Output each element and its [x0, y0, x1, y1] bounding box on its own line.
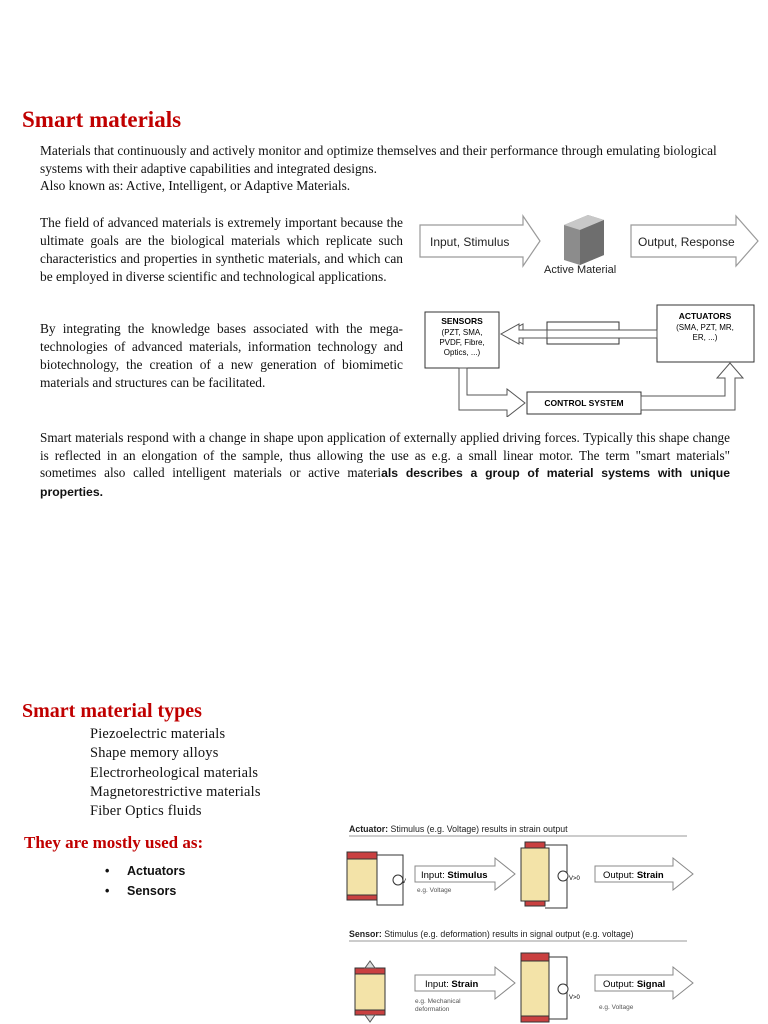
- list-item: • Actuators: [105, 861, 185, 881]
- sensor-caption: Sensor: Stimulus (e.g. deformation) results in signal output (e.g. voltage): [349, 929, 634, 939]
- input-stimulus-label: Input, Stimulus: [430, 235, 510, 249]
- voltage-source-icon: [558, 871, 568, 881]
- paragraph-smart-response-bold: als describes a group of material systems with unique properties.: [40, 466, 730, 499]
- output-response-label: Output, Response: [638, 235, 735, 249]
- sensor-input-note1: e.g. Mechanical: [415, 998, 461, 1005]
- material-types-list: [90, 725, 261, 821]
- actuator-output-label: Output: Strain: [603, 870, 664, 881]
- actuator-input-label: Input: Stimulus: [421, 870, 488, 881]
- sensor-diagram: [345, 925, 695, 1024]
- control-system-label: CONTROL SYSTEM: [544, 398, 624, 408]
- sensor-output-note: e.g. Voltage: [599, 1004, 634, 1011]
- v-label-right: V>0: [569, 876, 580, 882]
- uses-list: [105, 861, 185, 901]
- actuators-title: ACTUATORS: [678, 311, 732, 321]
- sensor-output-label: Output: Signal: [603, 979, 666, 990]
- electrode-bottom: [347, 895, 377, 900]
- paragraph-megatechnologies: By integrating the knowledge bases associated with the mega-technologies of advanced materials, information technology and biotechnology, the creation of a new generation of biomimetic materials and structures can be facilitated.: [40, 321, 403, 390]
- sensors-line1: (PZT, SMA,: [441, 328, 483, 337]
- list-item: Shape memory alloys: [90, 745, 219, 762]
- intro-text: [40, 142, 730, 195]
- actuator-diagram: [345, 820, 695, 915]
- list-item: • Sensors: [105, 881, 185, 901]
- actuators-line2: ER, ...): [692, 333, 718, 342]
- sensor-input-note2: deformation: [415, 1006, 450, 1013]
- actuator-element-strained: [521, 848, 549, 901]
- smart-system-diagram: [423, 302, 758, 417]
- v-label-left: V: [402, 879, 407, 885]
- actuators-line1: (SMA, PZT, MR,: [676, 323, 734, 332]
- voltage-meter-icon: [558, 984, 568, 994]
- actuator-input-note: e.g. Voltage: [417, 887, 452, 894]
- sensors-line3: Optics, ...): [443, 348, 481, 357]
- list-item: Fiber Optics fluids: [90, 803, 202, 820]
- force-arrow-icon: [365, 1015, 375, 1022]
- actuator-caption: Actuator: Stimulus (e.g. Voltage) results in strain output: [349, 824, 568, 834]
- page-title: Smart materials: [22, 107, 182, 132]
- force-arrow-icon: [365, 961, 375, 968]
- electrode-top: [347, 852, 377, 859]
- intro-aka: Also known as: Active, Intelligent, or Adaptive Materials.: [40, 178, 351, 193]
- list-item: Electrorheological materials: [90, 764, 259, 781]
- sensor-element-rest: [355, 973, 385, 1011]
- sensors-line2: PVDF, Fibre,: [439, 338, 485, 347]
- sensor-element-strained: [521, 961, 549, 1016]
- active-material-diagram: [418, 210, 763, 285]
- section-title-types: Smart material types: [22, 700, 202, 722]
- uses-heading: They are mostly used as:: [24, 833, 204, 852]
- list-item: Piezoelectric materials: [90, 726, 226, 742]
- sensor-input-label: Input: Strain: [425, 979, 479, 990]
- paragraph-smart-response-normal: Smart materials respond with a change in shape upon application of externally applied driving forces. Typically this shape change is reflected in an elongation of the sample, thus allowing the use as e.g. a small linear motor. The term "smart materials" sometimes also called intelligent materials or active materi: [40, 430, 730, 480]
- list-item: Magnetorestrictive materials: [90, 783, 261, 800]
- v-label-sensor: V>0: [569, 995, 580, 1001]
- active-material-label: Active Material: [544, 264, 617, 276]
- actuator-element-rest: [347, 858, 377, 896]
- sensors-title: SENSORS: [441, 316, 483, 326]
- paragraph-advanced-materials: The field of advanced materials is extremely important because the ultimate goals are the biological materials which replicate such characteristics and properties in synthetic materials, and which can be employed in diverse scientific and technological applications.: [40, 215, 403, 284]
- intro-definition: Materials that continuously and actively monitor and optimize themselves and their performance through emulating biological systems with their adaptive capabilities and integrated designs.: [40, 143, 717, 176]
- paragraph-smart-response: [40, 429, 730, 501]
